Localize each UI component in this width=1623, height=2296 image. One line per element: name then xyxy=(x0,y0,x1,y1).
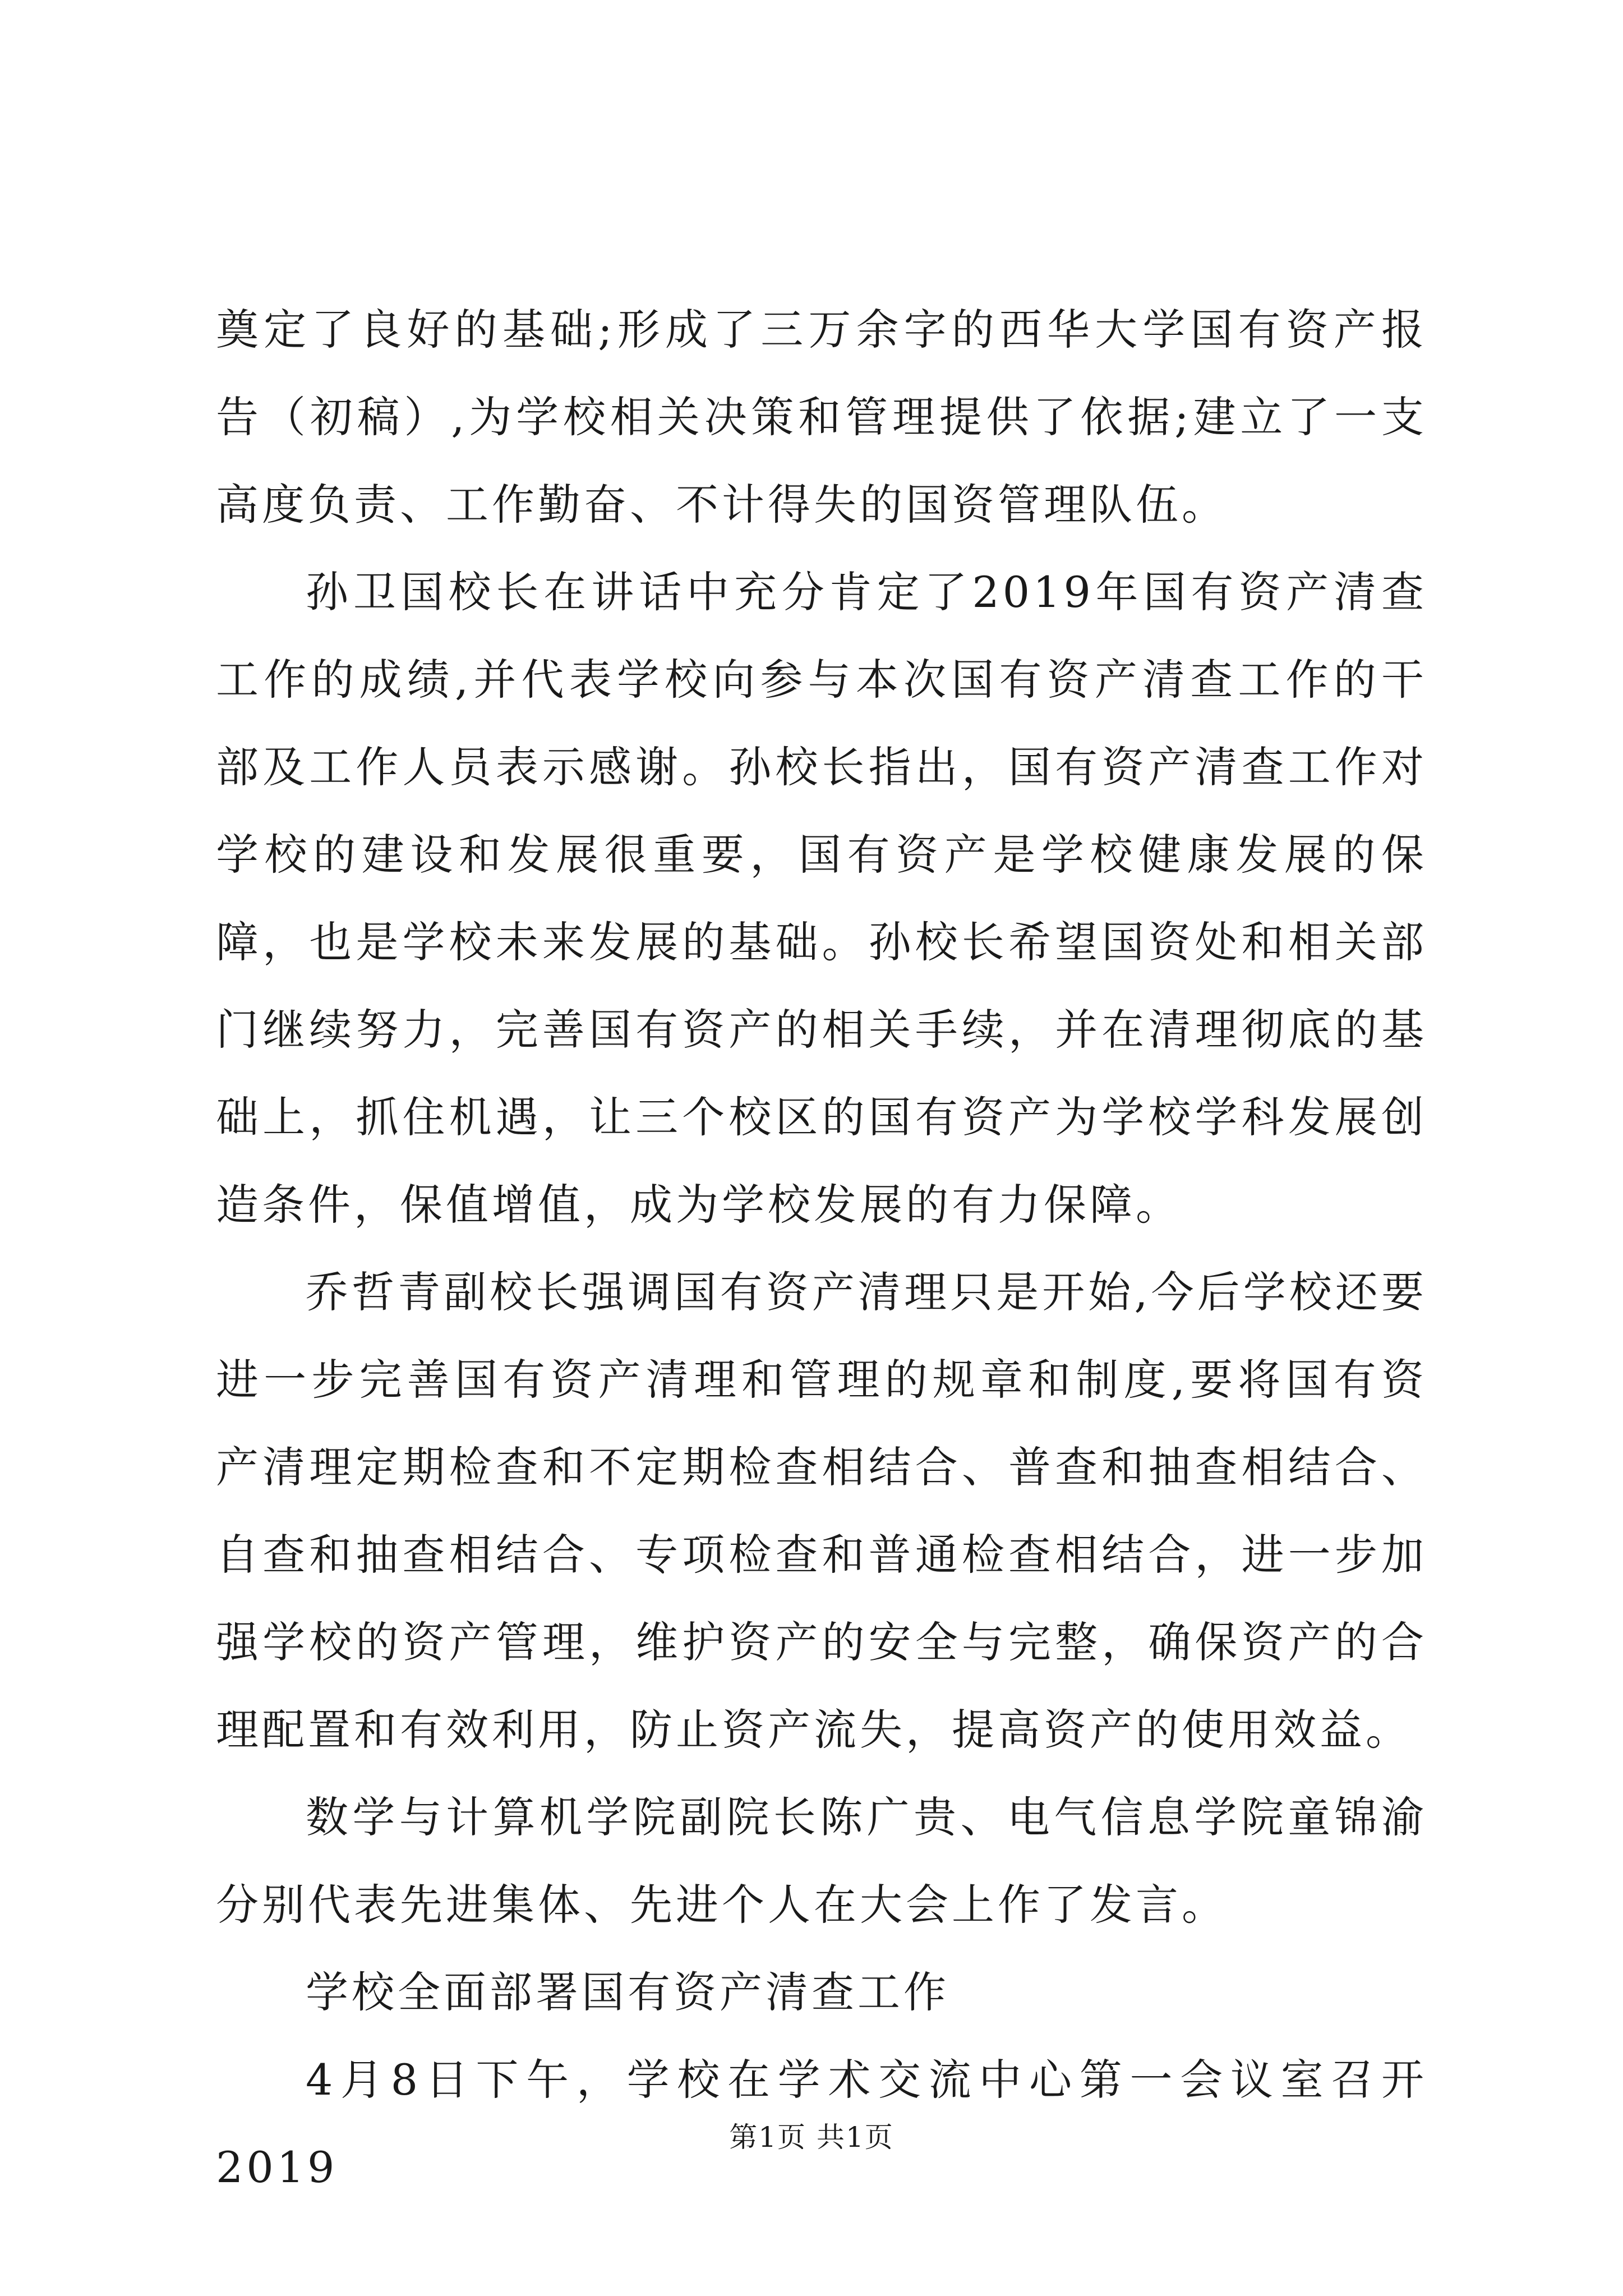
document-body xyxy=(216,286,1427,2211)
page-footer: 第1页 共1页 xyxy=(729,2121,894,2154)
paragraph-representatives: 数学与计算机学院副院长陈广贵、电气信息学院童锦渝分别代表先进集体、先进个人在大会上作了发言。 xyxy=(216,1792,1427,1930)
paragraph-continuation: 奠定了良好的基础;形成了三万余字的西华大学国有资产报告（初稿）,为学校相关决策和管理提供了依据;建立了一支高度负责、工作勤奋、不计得失的国资管理队伍。 xyxy=(216,305,1427,530)
paragraph-meeting: 4月8日下午，学校在学术交流中心第一会议室召开2019 xyxy=(216,2055,1427,2192)
paragraph-president-speech: 孙卫国校长在讲话中充分肯定了2019年国有资产清查工作的成绩,并代表学校向参与本次国有资产清查工作的干部及工作人员表示感谢。孙校长指出，国有资产清查工作对学校的建设和发展很重要，国有资产是学校健康发展的保障，也是学校未来发展的基础。孙校长希望国资处和相关部门继续努力，完善国有资产的相关手续，并在清理彻底的基础上，抓住机遇，让三个校区的国有资产为学校学科发展创造条件，保值增值，成为学校发展的有力保障。 xyxy=(216,567,1427,1230)
section-heading: 学校全面部署国有资产清查工作 xyxy=(306,1967,949,2017)
paragraph-vice-president-speech: 乔哲青副校长强调国有资产清理只是开始,今后学校还要进一步完善国有资产清理和管理的规章和制度,要将国有资产清理定期检查和不定期检查相结合、普查和抽查相结合、自查和抽查相结合、专项检查和普通检查相结合，进一步加强学校的资产管理，维护资产的安全与完整，确保资产的合理配置和有效利用，防止资产流失，提高资产的使用效益。 xyxy=(216,1267,1427,1755)
